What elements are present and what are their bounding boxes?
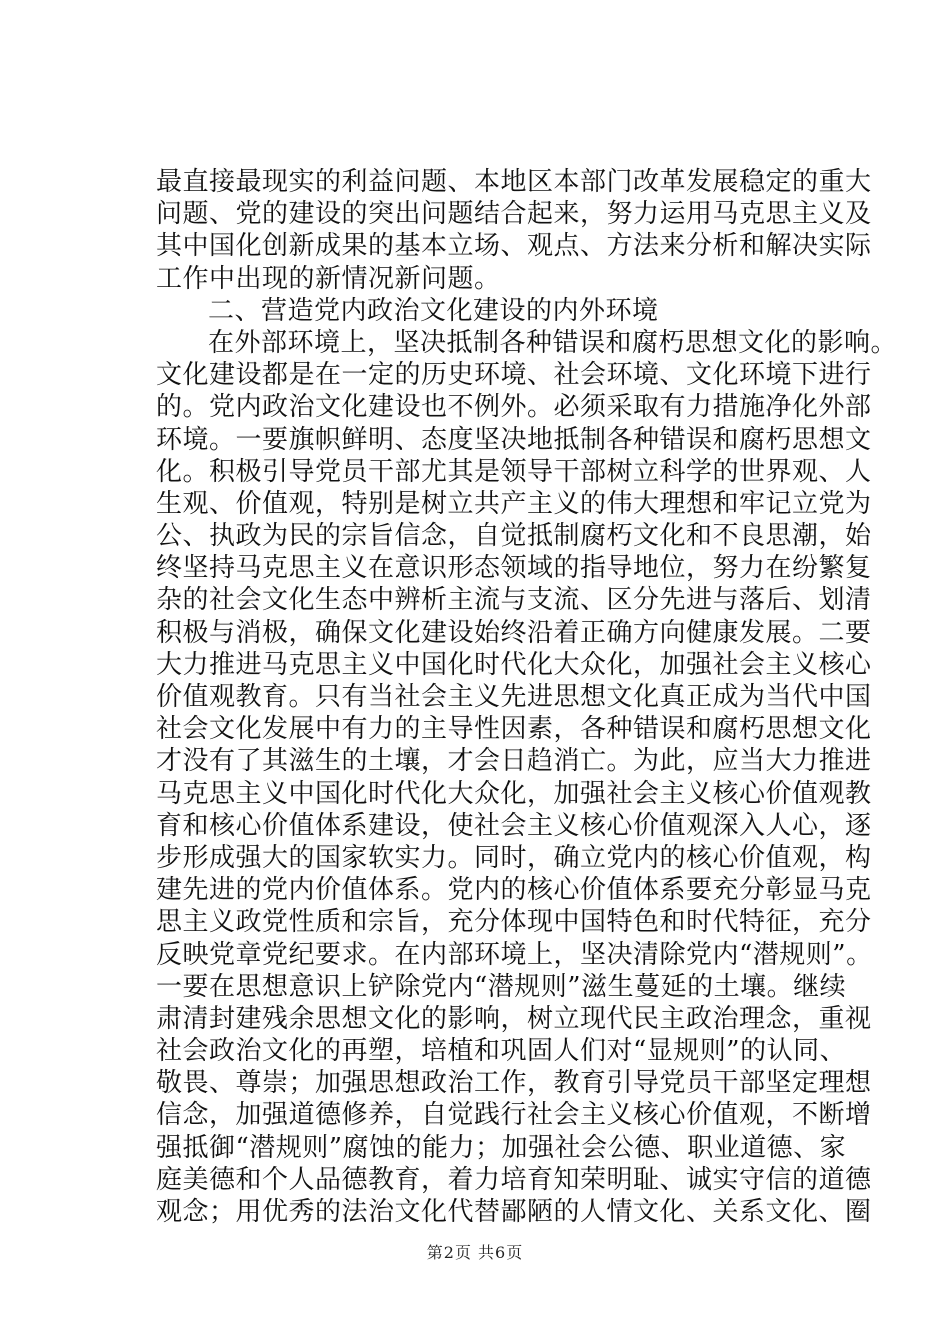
text-line: 的。党内政治文化建设也不例外。必须采取有力措施净化外部 xyxy=(156,392,872,423)
text-line: 肃清封建残余思想文化的影响，树立现代民主政治理念，重视 xyxy=(156,1003,872,1034)
text-line: 化。积极引导党员干部尤其是领导干部树立科学的世界观、人 xyxy=(156,456,872,487)
text-line: 反映党章党纪要求。在内部环境上，坚决清除党内“潜规则”。 xyxy=(156,939,873,970)
text-line: 生观、价值观，特别是树立共产主义的伟大理想和牢记立党为 xyxy=(156,488,872,519)
text-line: 问题、党的建设的突出问题结合起来，努力运用马克思主义及 xyxy=(156,199,872,230)
text-line: 一要在思想意识上铲除党内“潜规则”滋生蔓延的土壤。继续 xyxy=(156,971,847,1002)
text-line: 文化建设都是在一定的历史环境、社会环境、文化环境下进行 xyxy=(156,360,872,391)
text-line: 工作中出现的新情况新问题。 xyxy=(156,263,501,294)
page-number-footer: 第2页 共6页 xyxy=(426,1243,524,1262)
text-line: 敬畏、尊崇；加强思想政治工作，教育引导党员干部坚定理想 xyxy=(156,1068,872,1099)
text-line: 强抵御“潜规则”腐蚀的能力；加强社会公德、职业道德、家 xyxy=(156,1132,847,1163)
text-line: 社会文化发展中有力的主导性因素，各种错误和腐朽思想文化 xyxy=(156,714,872,745)
text-line: 最直接最现实的利益问题、本地区本部门改革发展稳定的重大 xyxy=(156,167,872,197)
text-line: 大力推进马克思主义中国化时代化大众化，加强社会主义核心 xyxy=(156,649,872,680)
text-line: 步形成强大的国家软实力。同时，确立党内的核心价值观，构 xyxy=(156,842,872,873)
section-heading: 二、营造党内政治文化建设的内外环境 xyxy=(208,295,659,326)
document-body xyxy=(156,166,898,1228)
text-line: 社会政治文化的再塑，培植和巩固人们对“显规则”的认同、 xyxy=(156,1036,847,1067)
text-line: 育和核心价值体系建设，使社会主义核心价值观深入人心，逐 xyxy=(156,810,872,841)
text-line: 信念，加强道德修养，自觉践行社会主义核心价值观，不断增 xyxy=(156,1100,872,1131)
text-line: 终坚持马克思主义在意识形态领域的指导地位，努力在纷繁复 xyxy=(156,553,872,584)
text-line: 杂的社会文化生态中辨析主流与支流、区分先进与落后、划清 xyxy=(156,585,872,616)
text-line: 思主义政党性质和宗旨，充分体现中国特色和时代特征，充分 xyxy=(156,907,872,938)
text-line: 建先进的党内价值体系。党内的核心价值体系要充分彰显马克 xyxy=(156,875,872,906)
text-line: 价值观教育。只有当社会主义先进思想文化真正成为当代中国 xyxy=(156,682,872,712)
text-line: 其中国化创新成果的基本立场、观点、方法来分析和解决实际 xyxy=(156,231,872,262)
text-line: 才没有了其滋生的土壤，才会日趋消亡。为此，应当大力推进 xyxy=(156,746,872,777)
text-line: 公、执政为民的宗旨信念，自觉抵制腐朽文化和不良思潮，始 xyxy=(156,521,872,552)
text-line: 环境。一要旗帜鲜明、态度坚决地抵制各种错误和腐朽思想文 xyxy=(156,424,872,455)
text-line: 观念；用优秀的法治文化代替鄙陋的人情文化、关系文化、圈 xyxy=(156,1197,872,1227)
text-line: 在外部环境上，坚决抵制各种错误和腐朽思想文化的影响。 xyxy=(208,327,898,358)
text-line: 马克思主义中国化时代化大众化，加强社会主义核心价值观教 xyxy=(156,778,872,809)
text-line: 积极与消极，确保文化建设始终沿着正确方向健康发展。二要 xyxy=(156,617,872,648)
text-line: 庭美德和个人品德教育，着力培育知荣明耻、诚实守信的道德 xyxy=(156,1164,872,1195)
